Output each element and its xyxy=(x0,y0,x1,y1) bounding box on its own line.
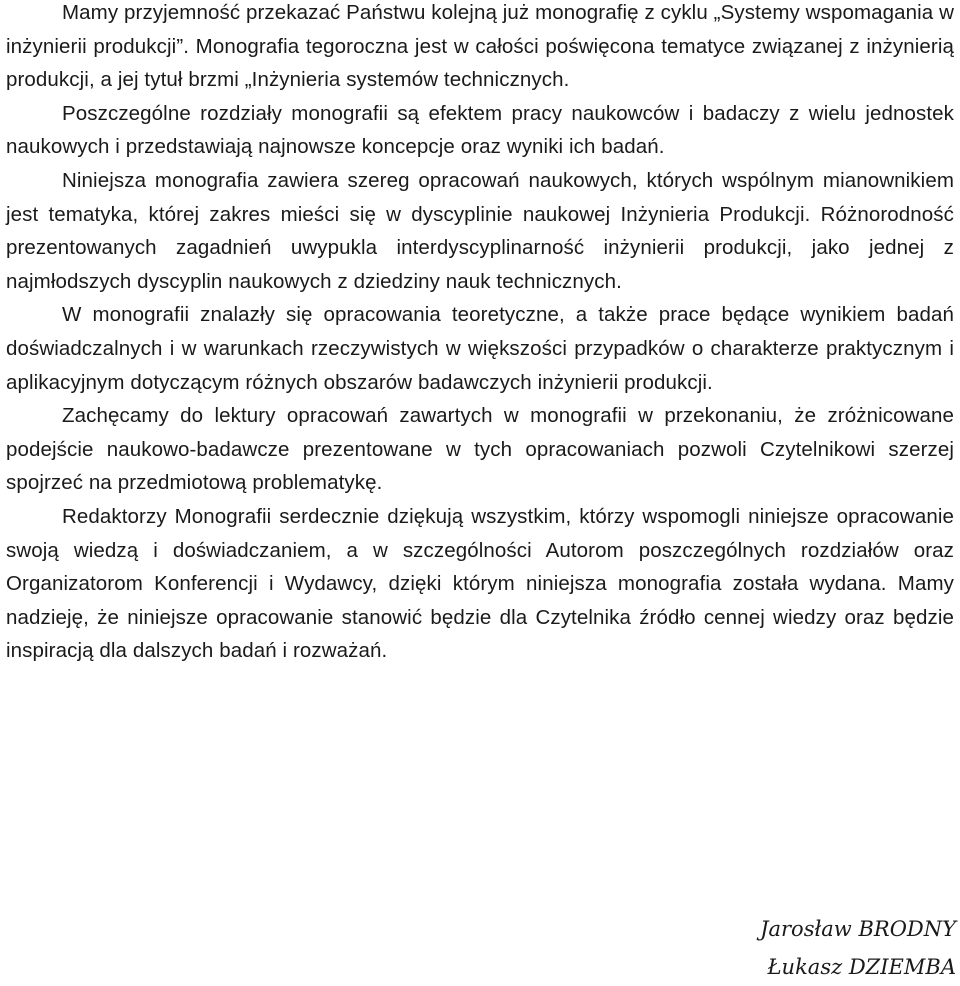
signature-name: Jarosław BRODNY xyxy=(760,917,956,941)
paragraph-intro: Mamy przyjemność przekazać Państwu kolejną już monografię z cyklu „Systemy wspomagania w inżynierii produkcji”. Monografia tegoroczna jest w całości poświęcona tematyce związanej z inżynierią produkcji, a jej tytuł brzmi „Inżynieria systemów technicznych. xyxy=(6,1,954,92)
paragraph-content: Niniejsza monografia zawiera szereg opracowań naukowych, których wspólnym mianownikiem jest tematyka, której zakres mieści się w dyscyplinie naukowej Inżynieria Produkcji. Różnorodność prezentowanych zagadnień uwypukla interdyscyplinarność inżynierii produkcji, jako jednej z najmłodszych dyscyplin naukowych z dziedziny nauk technicznych. xyxy=(6,168,954,293)
paragraph-acknowledgements: Redaktorzy Monografii serdecznie dziękują wszystkim, którzy wspomogli niniejsze opracowanie swoją wiedzą i doświadczaniem, a w szczególności Autorom poszczególnych rozdziałów oraz Organizatorom Konferencji i Wydawcy, dzięki którym niniejsza monografia została wydana. Mamy nadzieję, że niniejsze opracowanie stanowić będzie dla Czytelnika źródło cennej wiedzy oraz będzie inspiracją dla dalszych badań i rozważań. xyxy=(6,504,954,663)
paragraph-invitation: Zachęcamy do lektury opracowań zawartych w monografii w przekonaniu, że zróżnicowane podejście naukowo-badawcze prezentowane w tych opracowaniach pozwoli Czytelnikowi szerzej spojrzeć na przedmiotową problematykę. xyxy=(6,404,954,495)
paragraph-chapters: Poszczególne rozdziały monografii są efektem pracy naukowców i badaczy z wielu jednostek naukowych i przedstawiają najnowsze koncepcje oraz wyniki ich badań. xyxy=(6,101,954,159)
signature-name: Łukasz DZIEMBA xyxy=(767,955,956,979)
paragraph-scope: W monografii znalazły się opracowania teoretyczne, a także prace będące wynikiem badań doświadczalnych i w warunkach rzeczywistych w większości przypadków o charakterze praktycznym i aplikacyjnym dotyczącym różnych obszarów badawczych inżynierii produkcji. xyxy=(6,303,954,394)
document-body xyxy=(6,0,954,668)
signature-block xyxy=(760,910,956,986)
